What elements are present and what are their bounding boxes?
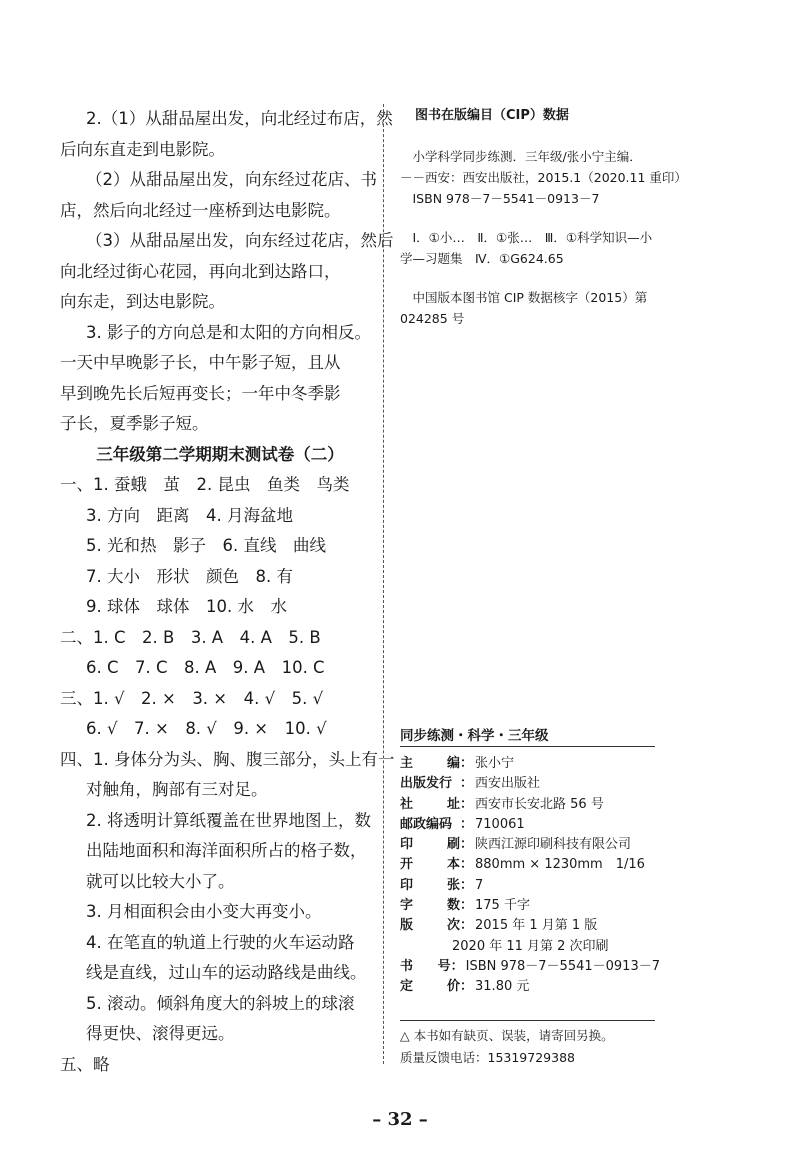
cip-title: 图书在版编目（CIP）数据 bbox=[415, 108, 569, 123]
colophon-row: 字 数 ： 175 千字 bbox=[400, 896, 660, 916]
answer-line: 线是直线，过山车的运动路线是曲线。 bbox=[86, 963, 367, 982]
colophon-bottom-rule bbox=[400, 1020, 655, 1021]
cip-section bbox=[400, 104, 700, 329]
answer-line: 四、1. 身体分为头、胸、腹三部分，头上有一 bbox=[60, 749, 395, 769]
colophon-value: 西安出版社 bbox=[475, 776, 541, 792]
answer-line: （3）从甜品屋出发，向东经过花店，然后 bbox=[86, 231, 394, 250]
colophon-title: 同步练测・科学・三年级 bbox=[400, 728, 549, 744]
colophon-row: 出版发行 ： 西安出版社 bbox=[400, 774, 660, 794]
colophon-value: 西安市长安北路 56 号 bbox=[475, 796, 604, 812]
colophon-notes bbox=[400, 1025, 614, 1069]
colophon-value: 陕西江源印刷科技有限公司 bbox=[475, 837, 632, 853]
answer-line: 五、略 bbox=[60, 1054, 110, 1074]
colophon-label: 字 数 bbox=[400, 898, 460, 914]
colophon-row: 版 次 ： 2015 年 1 月第 1 版 bbox=[400, 916, 660, 936]
column-divider bbox=[383, 104, 384, 1064]
answer-line: 3. 影子的方向总是和太阳的方向相反。 bbox=[86, 322, 371, 342]
colophon-table bbox=[400, 754, 660, 998]
colophon-value: 张小宁 bbox=[475, 756, 515, 771]
colophon-row: 主 编 ： 张小宁 bbox=[400, 754, 660, 774]
cip-line: －－西安：西安出版社，2015.1（2020.11 重印） bbox=[400, 170, 687, 185]
colophon-value: 175 千字 bbox=[475, 898, 530, 914]
colophon-row: 印 张 ： 7 bbox=[400, 876, 660, 896]
answer-line: 6. √ 7. × 8. √ 9. × 10. √ bbox=[86, 719, 327, 738]
page-number: – 32 – bbox=[372, 1109, 428, 1130]
cip-line: 学—习题集 Ⅳ．①G624.65 bbox=[400, 251, 564, 266]
colophon-row: 开 本 ： 880mm × 1230mm 1/16 bbox=[400, 855, 660, 875]
answer-line: 店，然后向北经过一座桥到达电影院。 bbox=[60, 200, 341, 220]
answer-line: 一天中早晚影子长，中午影子短，且从 bbox=[60, 353, 341, 372]
colophon-label: 印 刷 bbox=[400, 837, 460, 853]
answer-line: 子长，夏季影子短。 bbox=[60, 414, 209, 433]
colophon-label: 邮政编码 bbox=[400, 816, 453, 832]
colophon-top-rule bbox=[400, 746, 655, 747]
colophon-value: 7 bbox=[475, 877, 484, 893]
answer-line: 5. 光和热 影子 6. 直线 曲线 bbox=[86, 536, 326, 555]
answer-line: 2.（1）从甜品屋出发，向北经过布店，然 bbox=[86, 109, 393, 128]
cip-line: ISBN 978－7－5541－0913－7 bbox=[400, 191, 600, 206]
colophon-row: 社 址 ： 西安市长安北路 56 号 bbox=[400, 795, 660, 815]
answer-line: 2. 将透明计算纸覆盖在世界地图上，数 bbox=[86, 810, 371, 830]
answer-line: 对触角，胸部有三对足。 bbox=[86, 780, 268, 799]
cip-block-2 bbox=[400, 227, 700, 269]
colophon-value: 710061 bbox=[475, 816, 525, 832]
colophon-label: 书 号 bbox=[400, 958, 451, 974]
answer-line: （2）从甜品屋出发，向东经过花店、书 bbox=[86, 170, 377, 189]
answer-line: 向东走，到达电影院。 bbox=[60, 292, 225, 311]
cip-block-1 bbox=[400, 146, 700, 209]
colophon-row: 书 号 ： ISBN 978－7－5541－0913－7 bbox=[400, 957, 660, 977]
cip-line: 024285 号 bbox=[400, 311, 465, 326]
answer-line: 早到晚先长后短再变长；一年中冬季影 bbox=[60, 383, 341, 403]
answer-line: 一、1. 蚕蛾 茧 2. 昆虫 鱼类 鸟类 bbox=[60, 475, 350, 494]
answer-line: 7. 大小 形状 颜色 8. 有 bbox=[86, 566, 293, 586]
colophon-row: 邮政编码 ： 710061 bbox=[400, 815, 660, 835]
answer-line: 3. 方向 距离 4. 月海盆地 bbox=[86, 505, 293, 525]
cip-line: Ⅰ．①小… Ⅱ．①张… Ⅲ．①科学知识—小 bbox=[400, 230, 653, 245]
cip-block-3 bbox=[400, 287, 700, 329]
note-line: △ 本书如有缺页、误装，请寄回另换。 bbox=[400, 1028, 614, 1043]
note-line: 质量反馈电话：15319729388 bbox=[400, 1050, 575, 1065]
answer-line: 向北经过街心花园，再向北到达路口， bbox=[60, 261, 341, 281]
colophon-label: 印 张 bbox=[400, 877, 460, 893]
colophon-label: 社 址 bbox=[400, 796, 460, 812]
answer-column bbox=[60, 104, 395, 1080]
colophon-label: 主 编 bbox=[400, 756, 460, 771]
colophon-label: 出版发行 bbox=[400, 776, 453, 792]
answer-line: 二、1. C 2. B 3. A 4. A 5. B bbox=[60, 627, 321, 647]
answer-line: 5. 滚动。倾斜角度大的斜坡上的球滚 bbox=[86, 993, 355, 1013]
colophon-label: 定 价 bbox=[400, 979, 460, 995]
answer-line: 4. 在笔直的轨道上行驶的火车运动路 bbox=[86, 932, 355, 952]
colophon-value: 880mm × 1230mm 1/16 bbox=[475, 857, 645, 873]
answer-line: 得更快、滚得更远。 bbox=[86, 1024, 235, 1043]
answer-line: 3. 月相面积会由小变大再变小。 bbox=[86, 902, 322, 921]
answer-line: 后向东直走到电影院。 bbox=[60, 139, 225, 159]
answer-line: 三、1. √ 2. × 3. × 4. √ 5. √ bbox=[60, 688, 324, 708]
colophon-row: 定 价 ： 31.80 元 bbox=[400, 977, 660, 997]
answer-line: 9. 球体 球体 10. 水 水 bbox=[86, 597, 287, 616]
colophon-label: 版 次 bbox=[400, 918, 460, 934]
answer-line: 6. C 7. C 8. A 9. A 10. C bbox=[86, 658, 325, 677]
colophon-value: 31.80 元 bbox=[475, 979, 530, 995]
answer-line: 就可以比较大小了。 bbox=[86, 871, 235, 891]
section-heading: 三年级第二学期期末测试卷（二） bbox=[96, 444, 344, 464]
colophon-extra-line: 2020 年 11 月第 2 次印刷 bbox=[452, 938, 609, 954]
colophon-value: 2015 年 1 月第 1 版 bbox=[475, 918, 598, 934]
colophon-value: ISBN 978－7－5541－0913－7 bbox=[465, 958, 660, 974]
colophon-row: 印 刷 ： 陕西江源印刷科技有限公司 bbox=[400, 835, 660, 855]
colophon-label: 开 本 bbox=[400, 857, 460, 873]
cip-line: 中国版本图书馆 CIP 数据核字（2015）第 bbox=[400, 290, 648, 305]
cip-line: 小学科学同步练测．三年级/张小宁主编． bbox=[400, 149, 642, 164]
answer-line: 出陆地面积和海洋面积所占的格子数， bbox=[86, 841, 367, 860]
